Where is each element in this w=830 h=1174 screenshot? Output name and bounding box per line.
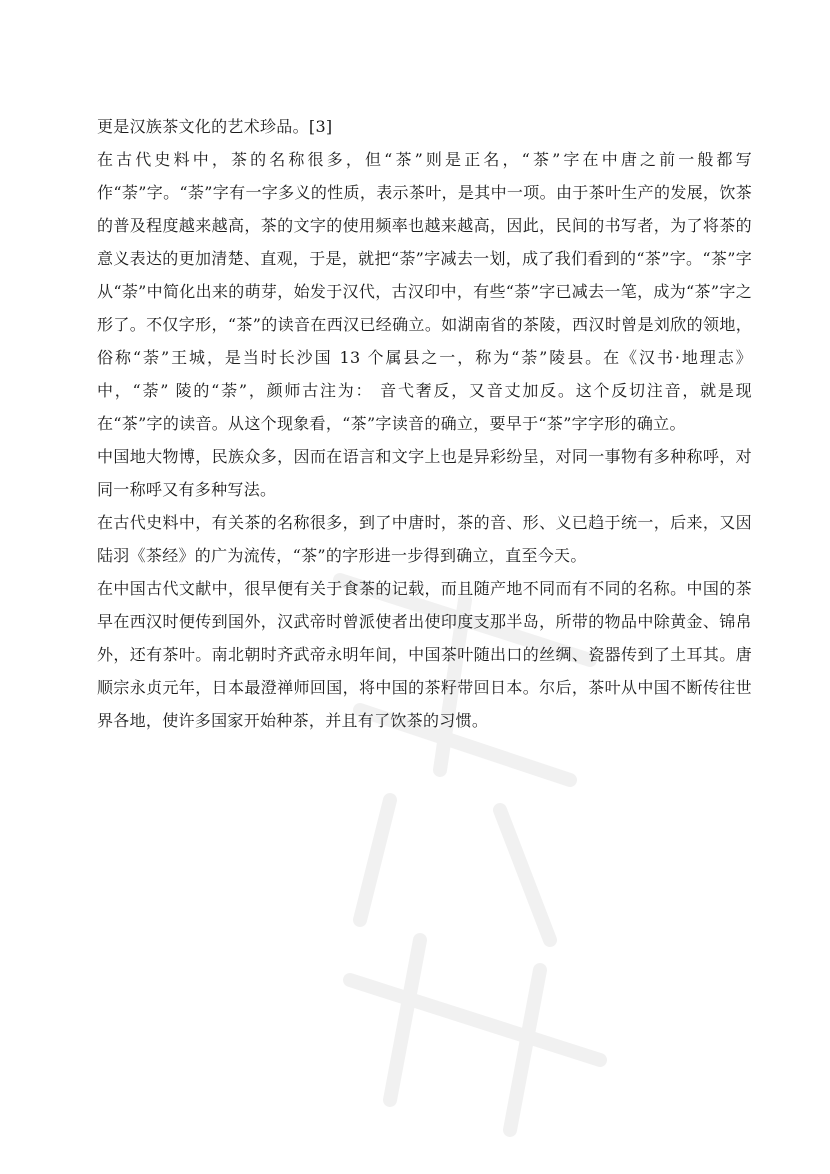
paragraph-1: 更是汉族茶文化的艺术珍品。[3] (97, 117, 333, 136)
paragraph-5: 在中国古代文献中，很早便有关于食茶的记载，而且随产地不同而有不同的名称。中国的茶早在西汉时便传到国外，汉武帝时曾派使者出使印度支那半岛，所带的物品中除黄金、锦帛外，还有茶叶。南北朝时齐武帝永明年间，中国茶叶随出口的丝绸、瓷器传到了土耳其。唐顺宗永贞元年，日本最澄禅师回国，将中国的茶籽带回日本。尔后，茶叶从中国不断传往世界各地，使许多国家开始种茶，并且有了饮茶的习惯。 (97, 579, 752, 730)
document-body (97, 110, 752, 737)
paragraph-4: 在古代史料中，有关茶的名称很多，到了中唐时，茶的音、形、义已趋于统一，后来，又因陆羽《茶经》的广为流传，“茶”的字形进一步得到确立，直至今天。 (97, 513, 752, 565)
paragraph-2: 在古代史料中，茶的名称很多，但“茶”则是正名，“茶”字在中唐之前一般都写作“荼”字。“荼”字有一字多义的性质，表示茶叶，是其中一项。由于茶叶生产的发展，饮茶的普及程度越来越高，茶的文字的使用频率也越来越高，因此，民间的书写者，为了将茶的意义表达的更加清楚、直观，于是，就把“荼”字减去一划，成了我们看到的“茶”字。“茶”字从“荼”中简化出来的萌芽，始发于汉代，古汉印中，有些“荼”字已减去一笔，成为“茶”字之形了。不仅字形，“茶”的读音在西汉已经确立。如湖南省的茶陵，西汉时曾是刘欣的领地，俗称“荼”王城，是当时长沙国 13 个属县之一，称为“荼”陵县。在《汉书·地理志》中，“荼” 陵的“荼”，颜师古注为： 音弋奢反，又音丈加反。这个反切注音，就是现在“茶”字的读音。从这个现象看，“茶”字读音的确立，要早于“茶”字字形的确立。 (97, 150, 752, 433)
paragraph-3: 中国地大物博，民族众多，因而在语言和文字上也是异彩纷呈，对同一事物有多种称呼，对同一称呼又有多种写法。 (97, 447, 752, 499)
